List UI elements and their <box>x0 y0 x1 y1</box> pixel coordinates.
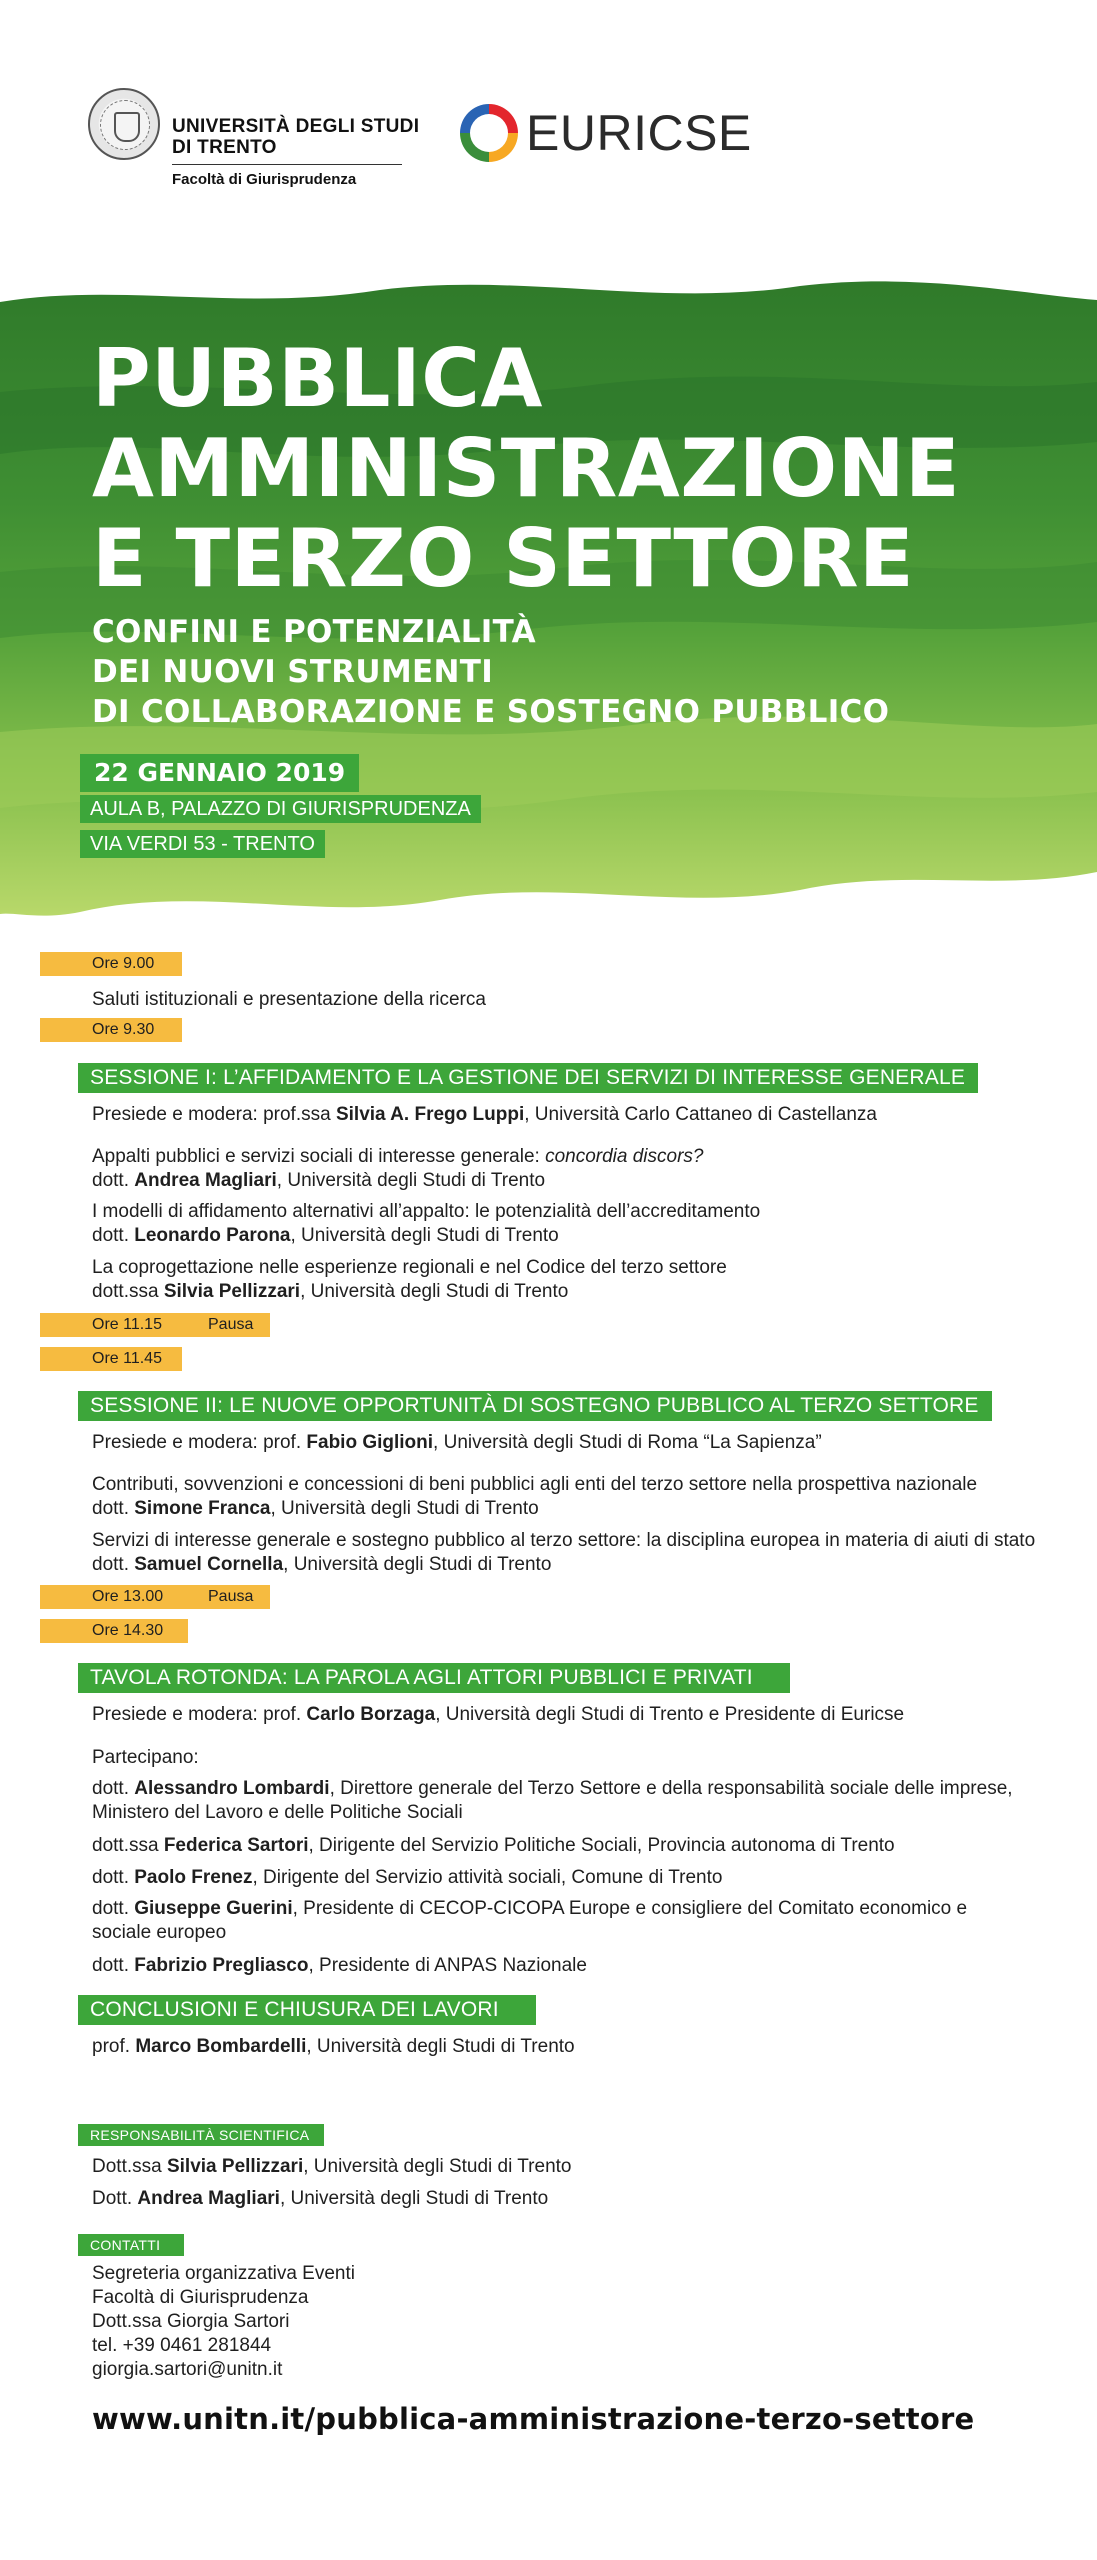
conclusions-title: CONCLUSIONI E CHIUSURA DEI LAVORI <box>78 1995 536 2025</box>
euricse-name: EURICSE <box>526 105 752 161</box>
talk-title-italic: concordia discors? <box>545 1146 704 1167</box>
speaker-prefix: dott. <box>92 1225 135 1246</box>
roundtable-chair <box>92 1703 1022 1727</box>
contatti-email: giorgia.sartori@unitn.it <box>92 2359 283 2380</box>
subtitle-line-1: CONFINI E POTENZIALITÀ <box>92 614 536 650</box>
speaker-name: Leonardo Parona <box>134 1225 291 1246</box>
responsabile-affiliation: , Università degli Studi di Trento <box>279 2188 549 2209</box>
responsabile-name: Andrea Magliari <box>137 2188 280 2209</box>
chair-affiliation: , Università degli Studi di Roma “La Sapienza” <box>433 1432 822 1453</box>
talk-5 <box>92 1529 1092 1577</box>
subtitle-line-3: DI COLLABORAZIONE E SOSTEGNO PUBBLICO <box>92 694 890 730</box>
logo-bar <box>88 88 788 198</box>
unitn-divider <box>172 164 402 165</box>
responsabile-name: Silvia Pellizzari <box>166 2156 304 2177</box>
participant-role: , Dirigente del Servizio attività sociali, Comune di Trento <box>252 1867 723 1888</box>
participant-1 <box>92 1777 1022 1825</box>
session-1-title: SESSIONE I: L’AFFIDAMENTO E LA GESTIONE DEI SERVIZI DI INTERESSE GENERALE <box>78 1063 978 1093</box>
time-badge-1300 <box>40 1585 270 1609</box>
speaker-affiliation: , Università degli Studi di Trento <box>300 1281 569 1302</box>
event-url[interactable]: www.unitn.it/pubblica-amministrazione-terzo-settore <box>92 2402 975 2436</box>
speaker-prefix: dott. <box>92 1498 135 1519</box>
title-line-3: E TERZO SETTORE <box>92 512 915 605</box>
participant-prefix: dott. <box>92 1955 135 1976</box>
talk-title: Contributi, sovvenzioni e concessioni di beni pubblici agli enti del terzo settore nella prospettiva nazionale <box>92 1474 978 1495</box>
talk-title: Appalti pubblici e servizi sociali di interesse generale: <box>92 1146 546 1167</box>
participant-name: Alessandro Lombardi <box>134 1778 330 1799</box>
unitn-logo <box>88 88 419 188</box>
event-subtitle <box>92 612 1042 732</box>
chair-name: Carlo Borzaga <box>306 1704 436 1725</box>
subtitle-line-2: DEI NUOVI STRUMENTI <box>92 654 494 690</box>
time-badge-1145 <box>40 1347 182 1371</box>
contatti-phone: tel. +39 0461 281844 <box>92 2335 272 2356</box>
chair-prefix: Presiede e modera: prof.ssa <box>92 1104 336 1125</box>
contatti-line: Facoltà di Giurisprudenza <box>92 2287 309 2308</box>
speaker-affiliation: , Università degli Studi di Trento <box>306 2036 575 2057</box>
talk-title: La coprogettazione nelle esperienze regionali e nel Codice del terzo settore <box>92 1257 727 1278</box>
responsabile-prefix: Dott. <box>92 2188 138 2209</box>
time-badge-0900 <box>40 952 182 976</box>
time-label: Ore 11.15 <box>92 1316 162 1333</box>
time-label: Ore 9.00 <box>92 955 155 972</box>
event-venue: AULA B, PALAZZO DI GIURISPRUDENZA <box>80 795 481 823</box>
speaker-name: Silvia Pellizzari <box>163 1281 301 1302</box>
speaker-name: Samuel Cornella <box>134 1554 284 1575</box>
unitn-faculty: Facoltà di Giurisprudenza <box>172 171 357 188</box>
pause-label: Pausa <box>208 1588 254 1605</box>
participant-prefix: dott. <box>92 1778 135 1799</box>
title-line-1: PUBBLICA <box>92 332 543 425</box>
responsabile-2 <box>92 2187 1022 2211</box>
speaker-affiliation: , Università degli Studi di Trento <box>290 1225 559 1246</box>
participant-role: , Direttore generale del Terzo Settore e della responsabilità sociale delle imprese, Ministero del Lavoro e delle Politiche Sociali <box>92 1778 1013 1823</box>
talk-4 <box>92 1473 1022 1521</box>
talk-1 <box>92 1145 1022 1193</box>
participant-prefix: dott.ssa <box>92 1835 164 1856</box>
participant-3 <box>92 1866 1022 1890</box>
responsabile-1 <box>92 2155 1022 2179</box>
contatti-line: Dott.ssa Giorgia Sartori <box>92 2311 290 2332</box>
participant-5 <box>92 1954 1022 1978</box>
chair-prefix: Presiede e modera: prof. <box>92 1432 307 1453</box>
participant-prefix: dott. <box>92 1867 135 1888</box>
participant-name: Federica Sartori <box>163 1835 309 1856</box>
pause-label: Pausa <box>208 1316 254 1333</box>
event-address: VIA VERDI 53 - TRENTO <box>80 830 325 858</box>
chair-name: Fabio Giglioni <box>306 1432 434 1453</box>
unitn-name-line2: DI TRENTO <box>172 137 277 158</box>
university-seal-icon <box>88 88 160 160</box>
speaker-affiliation: , Università degli Studi di Trento <box>276 1170 546 1191</box>
session-2-title: SESSIONE II: LE NUOVE OPPORTUNITÀ DI SOSTEGNO PUBBLICO AL TERZO SETTORE <box>78 1391 992 1421</box>
participant-name: Giuseppe Guerini <box>134 1898 293 1919</box>
talk-2 <box>92 1200 1022 1248</box>
speaker-prefix: dott.ssa <box>92 1281 164 1302</box>
participants-label: Partecipano: <box>92 1747 199 1768</box>
roundtable-title: TAVOLA ROTONDA: LA PAROLA AGLI ATTORI PUBBLICI E PRIVATI <box>78 1663 790 1693</box>
hero-banner <box>0 272 1097 952</box>
speaker-name: Andrea Magliari <box>134 1170 277 1191</box>
contatti-label: CONTATTI <box>78 2234 184 2256</box>
time-label: Ore 11.45 <box>92 1350 162 1367</box>
participant-name: Paolo Frenez <box>134 1867 253 1888</box>
event-title <box>92 334 1042 604</box>
speaker-prefix: prof. <box>92 2036 136 2057</box>
participant-4 <box>92 1897 1022 1945</box>
contatti-block <box>92 2262 1022 2382</box>
talk-title: Servizi di interesse generale e sostegno pubblico al terzo settore: la disciplina europea in materia di aiuti di stato <box>92 1530 1036 1551</box>
participant-role: , Presidente di ANPAS Nazionale <box>308 1955 587 1976</box>
participant-role: , Presidente di CECOP-CICOPA Europe e consigliere del Comitato economico e sociale europeo <box>92 1898 968 1943</box>
time-label: Ore 13.00 <box>92 1588 164 1605</box>
participant-name: Fabrizio Pregliasco <box>134 1955 309 1976</box>
speaker-affiliation: , Università degli Studi di Trento <box>270 1498 539 1519</box>
euricse-logo <box>460 104 752 162</box>
participant-role: , Dirigente del Servizio Politiche Sociali, Provincia autonoma di Trento <box>308 1835 895 1856</box>
conclusions-speaker <box>92 2035 1022 2059</box>
speaker-prefix: dott. <box>92 1554 135 1575</box>
title-line-2: AMMINISTRAZIONE <box>92 422 961 515</box>
euricse-ring-icon <box>460 104 518 162</box>
time-badge-1430 <box>40 1619 188 1643</box>
opening-text: Saluti istituzionali e presentazione della ricerca <box>92 989 486 1010</box>
session-1-chair <box>92 1103 1022 1127</box>
speaker-name: Marco Bombardelli <box>135 2036 307 2057</box>
participant-prefix: dott. <box>92 1898 135 1919</box>
contatti-line: Segreteria organizzativa Eventi <box>92 2263 355 2284</box>
speaker-name: Simone Franca <box>134 1498 271 1519</box>
chair-affiliation: , Università Carlo Cattaneo di Castellanza <box>524 1104 877 1125</box>
responsabilita-label: RESPONSABILITÀ SCIENTIFICA <box>78 2124 324 2146</box>
time-label: Ore 9.30 <box>92 1021 155 1038</box>
unitn-name-line1: UNIVERSITÀ DEGLI STUDI <box>172 116 420 137</box>
chair-affiliation: , Università degli Studi di Trento e Presidente di Euricse <box>435 1704 905 1725</box>
time-badge-1115 <box>40 1313 270 1337</box>
time-label: Ore 14.30 <box>92 1622 164 1639</box>
talk-title: I modelli di affidamento alternativi all’appalto: le potenzialità dell’accreditamento <box>92 1201 761 1222</box>
event-date: 22 GENNAIO 2019 <box>80 754 359 792</box>
speaker-prefix: dott. <box>92 1170 135 1191</box>
chair-prefix: Presiede e modera: prof. <box>92 1704 307 1725</box>
talk-3 <box>92 1256 1022 1304</box>
session-2-chair <box>92 1431 1022 1455</box>
participant-2 <box>92 1834 1022 1858</box>
responsabile-prefix: Dott.ssa <box>92 2156 167 2177</box>
responsabile-affiliation: , Università degli Studi di Trento <box>303 2156 572 2177</box>
chair-name: Silvia A. Frego Luppi <box>335 1104 525 1125</box>
speaker-affiliation: , Università degli Studi di Trento <box>283 1554 552 1575</box>
time-badge-0930 <box>40 1018 182 1042</box>
